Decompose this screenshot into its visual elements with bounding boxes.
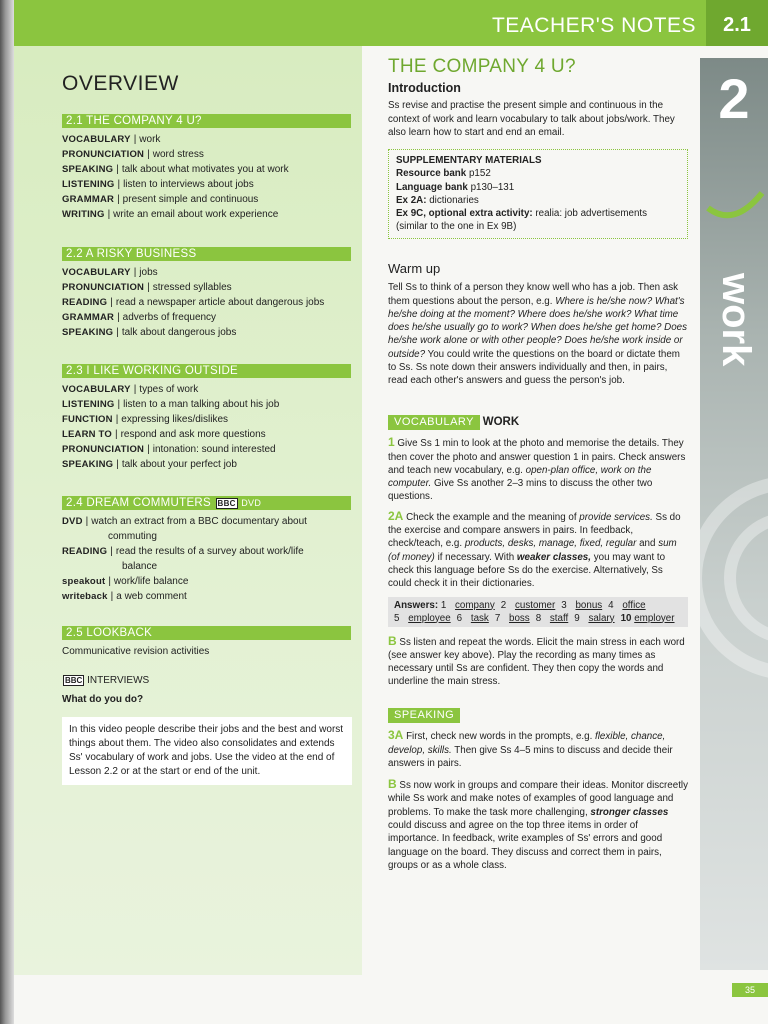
dvd-label: DVD: [241, 498, 262, 508]
overview-row: WRITING | write an email about work experience: [62, 209, 279, 220]
warm-up: Warm up Tell Ss to think of a person they know well who has a job. Then ask them questions about the person, e.g. Where is he/she now? What's he/she doing at the moment? Where does he/she work? What time does he/she usually go to work? When does he/she get home? Does he/she work alone or with other people? Does he/she work inside or outside? You could write the questions on the board or dictate them to Ss. Ss note down their answers individually and then, in pairs, read each other's answers and guess the person's job.: [388, 261, 687, 387]
overview-row: READING | read the results of a survey about work/life: [62, 546, 304, 557]
overview-row: PRONUNCIATION | stressed syllables: [62, 282, 232, 293]
overview-row: GRAMMAR | present simple and continuous: [62, 194, 259, 205]
overview-row: writeback | a web comment: [62, 591, 187, 602]
overview-row: READING | read a newspaper article about dangerous jobs: [62, 297, 325, 308]
page-number: 35: [732, 983, 768, 997]
overview-section-2-5: [62, 626, 351, 659]
section-heading: 2.5 LOOKBACK: [62, 626, 351, 640]
overview-title: OVERVIEW: [62, 72, 179, 95]
lookback-text: Communicative revision activities: [62, 646, 210, 657]
overview-row: SPEAKING | talk about what motivates you at work: [62, 164, 289, 175]
overview-row: LISTENING | listen to a man talking about his job: [62, 399, 280, 410]
header-label: TEACHER'S NOTES: [491, 14, 696, 37]
overview-section-2-3: [62, 364, 351, 472]
overview-row: VOCABULARY | types of work: [62, 384, 199, 395]
exercise-3b: B Ss now work in groups and compare their ideas. Monitor discreetly while Ss work and make notes of examples of good language and problems. To make the task more challenging, stronger classes could discuss and agree on the top three items in order of importance. In feedback, write examples of Ss' errors and good language on the board. They discuss and correct them in pairs, groups or as a whole class.: [388, 777, 689, 871]
overview-section-2-1: [62, 114, 351, 222]
swirl-decoration-icon: [700, 58, 768, 970]
lesson-title: THE COMPANY 4 U?: [388, 56, 576, 77]
interview-question: What do you do?: [62, 694, 144, 705]
section-heading: 2.4 DREAM COMMUTERS BBC DVD: [62, 496, 351, 510]
page-binding-edge: [0, 0, 14, 1024]
overview-row: FUNCTION | expressing likes/dislikes: [62, 414, 229, 425]
supp-heading: SUPPLEMENTARY MATERIALS: [396, 155, 542, 166]
overview-row-continued: balance: [122, 561, 158, 572]
section-heading: 2.2 A RISKY BUSINESS: [62, 247, 351, 261]
overview-row: LISTENING | listen to interviews about jobs: [62, 179, 254, 190]
video-description: In this video people describe their jobs and the best and worst things about them. The video also consolidates and extends Ss' vocabulary of work and jobs. Use the video at the end of Lesson 2.2 or at the start or end of the unit.: [62, 717, 352, 785]
introduction-heading: Introduction: [388, 81, 461, 95]
exercise-3a: 3A First, check new words in the prompts, e.g. flexible, chance, develop, skills. Then give Ss 4–5 mins to discuss and decide their answers in pairs.: [388, 728, 673, 769]
speaking-section: [388, 708, 688, 878]
introduction: [388, 82, 688, 145]
overview-row: SPEAKING | talk about dangerous jobs: [62, 327, 237, 338]
overview-row-continued: commuting: [108, 531, 157, 542]
overview-row: VOCABULARY | jobs: [62, 267, 158, 278]
warm-up-heading: Warm up: [388, 261, 441, 276]
vocabulary-title: WORK: [482, 416, 520, 428]
answers-box: Answers: 1 company 2 customer 3 bonus 4 office 5 employee 6 task 7 boss 8 staff 9 salary 10 employer: [388, 597, 688, 627]
exercise-2a: 2A Check the example and the meaning of provide services. Ss do the exercise and compare answers in pairs. In feedback, check/teach, e.g. products, desks, manage, fixed, regular and sum (of money) if necessary. With weaker classes, you may want to check this language before Ss do the exercise. Alternatively, Ss could check it in their dictionaries.: [388, 508, 681, 590]
interviews-block: [62, 673, 351, 707]
section-heading: 2.1 THE COMPANY 4 U?: [62, 114, 351, 128]
introduction-text: Ss revise and practise the present simple and continuous in the context of work and learn vocabulary to talk about jobs/work. They also learn how to start and end an email.: [388, 100, 675, 138]
header-section-number: 2.1: [706, 0, 768, 46]
overview-row: VOCABULARY | work: [62, 134, 161, 145]
overview-row: PRONUNCIATION | word stress: [62, 149, 204, 160]
overview-row: DVD | watch an extract from a BBC documentary about: [62, 516, 307, 527]
exercise-1: 1 Give Ss 1 min to look at the photo and memorise the details. They then cover the photo and answer question 1 in pairs. Check answers and teach new vocabulary, e.g. open-plan office, work on the computer. Give Ss another 2–3 mins to discuss the other two questions.: [388, 435, 686, 503]
speaking-label: SPEAKING: [388, 708, 460, 723]
overview-row: GRAMMAR | adverbs of frequency: [62, 312, 217, 323]
interviews-label: INTERVIEWS: [87, 675, 150, 686]
overview-section-2-2: [62, 247, 351, 340]
section-heading: 2.3 I LIKE WORKING OUTSIDE: [62, 364, 351, 378]
overview-row: speakout | work/life balance: [62, 576, 189, 587]
bbc-logo-icon: BBC: [217, 499, 236, 508]
unit-word: work: [714, 273, 758, 367]
supplementary-materials: SUPPLEMENTARY MATERIALS Resource bank p152 Language bank p130–131 Ex 2A: dictionaries Ex 9C, optional extra activity: realia: job advertisements (similar to the one in Ex 9B): [388, 149, 688, 239]
overview-row: PRONUNCIATION | intonation: sound interested: [62, 444, 276, 455]
bbc-logo-icon: BBC: [65, 676, 83, 685]
vocabulary-label: VOCABULARY: [388, 415, 480, 430]
overview-section-2-4: [62, 496, 351, 604]
unit-number: 2: [718, 67, 750, 130]
overview-row: LEARN TO | respond and ask more questions: [62, 429, 266, 440]
vocabulary-section: [388, 415, 688, 695]
overview-row: SPEAKING | talk about your perfect job: [62, 459, 237, 470]
exercise-2b: B Ss listen and repeat the words. Elicit the main stress in each word (see answer key above). Play the recording as many times as necessary until Ss are confident. They then copy the words and underline the main stress.: [388, 633, 685, 688]
header-bar: [14, 0, 768, 46]
unit-tab: [700, 58, 768, 970]
